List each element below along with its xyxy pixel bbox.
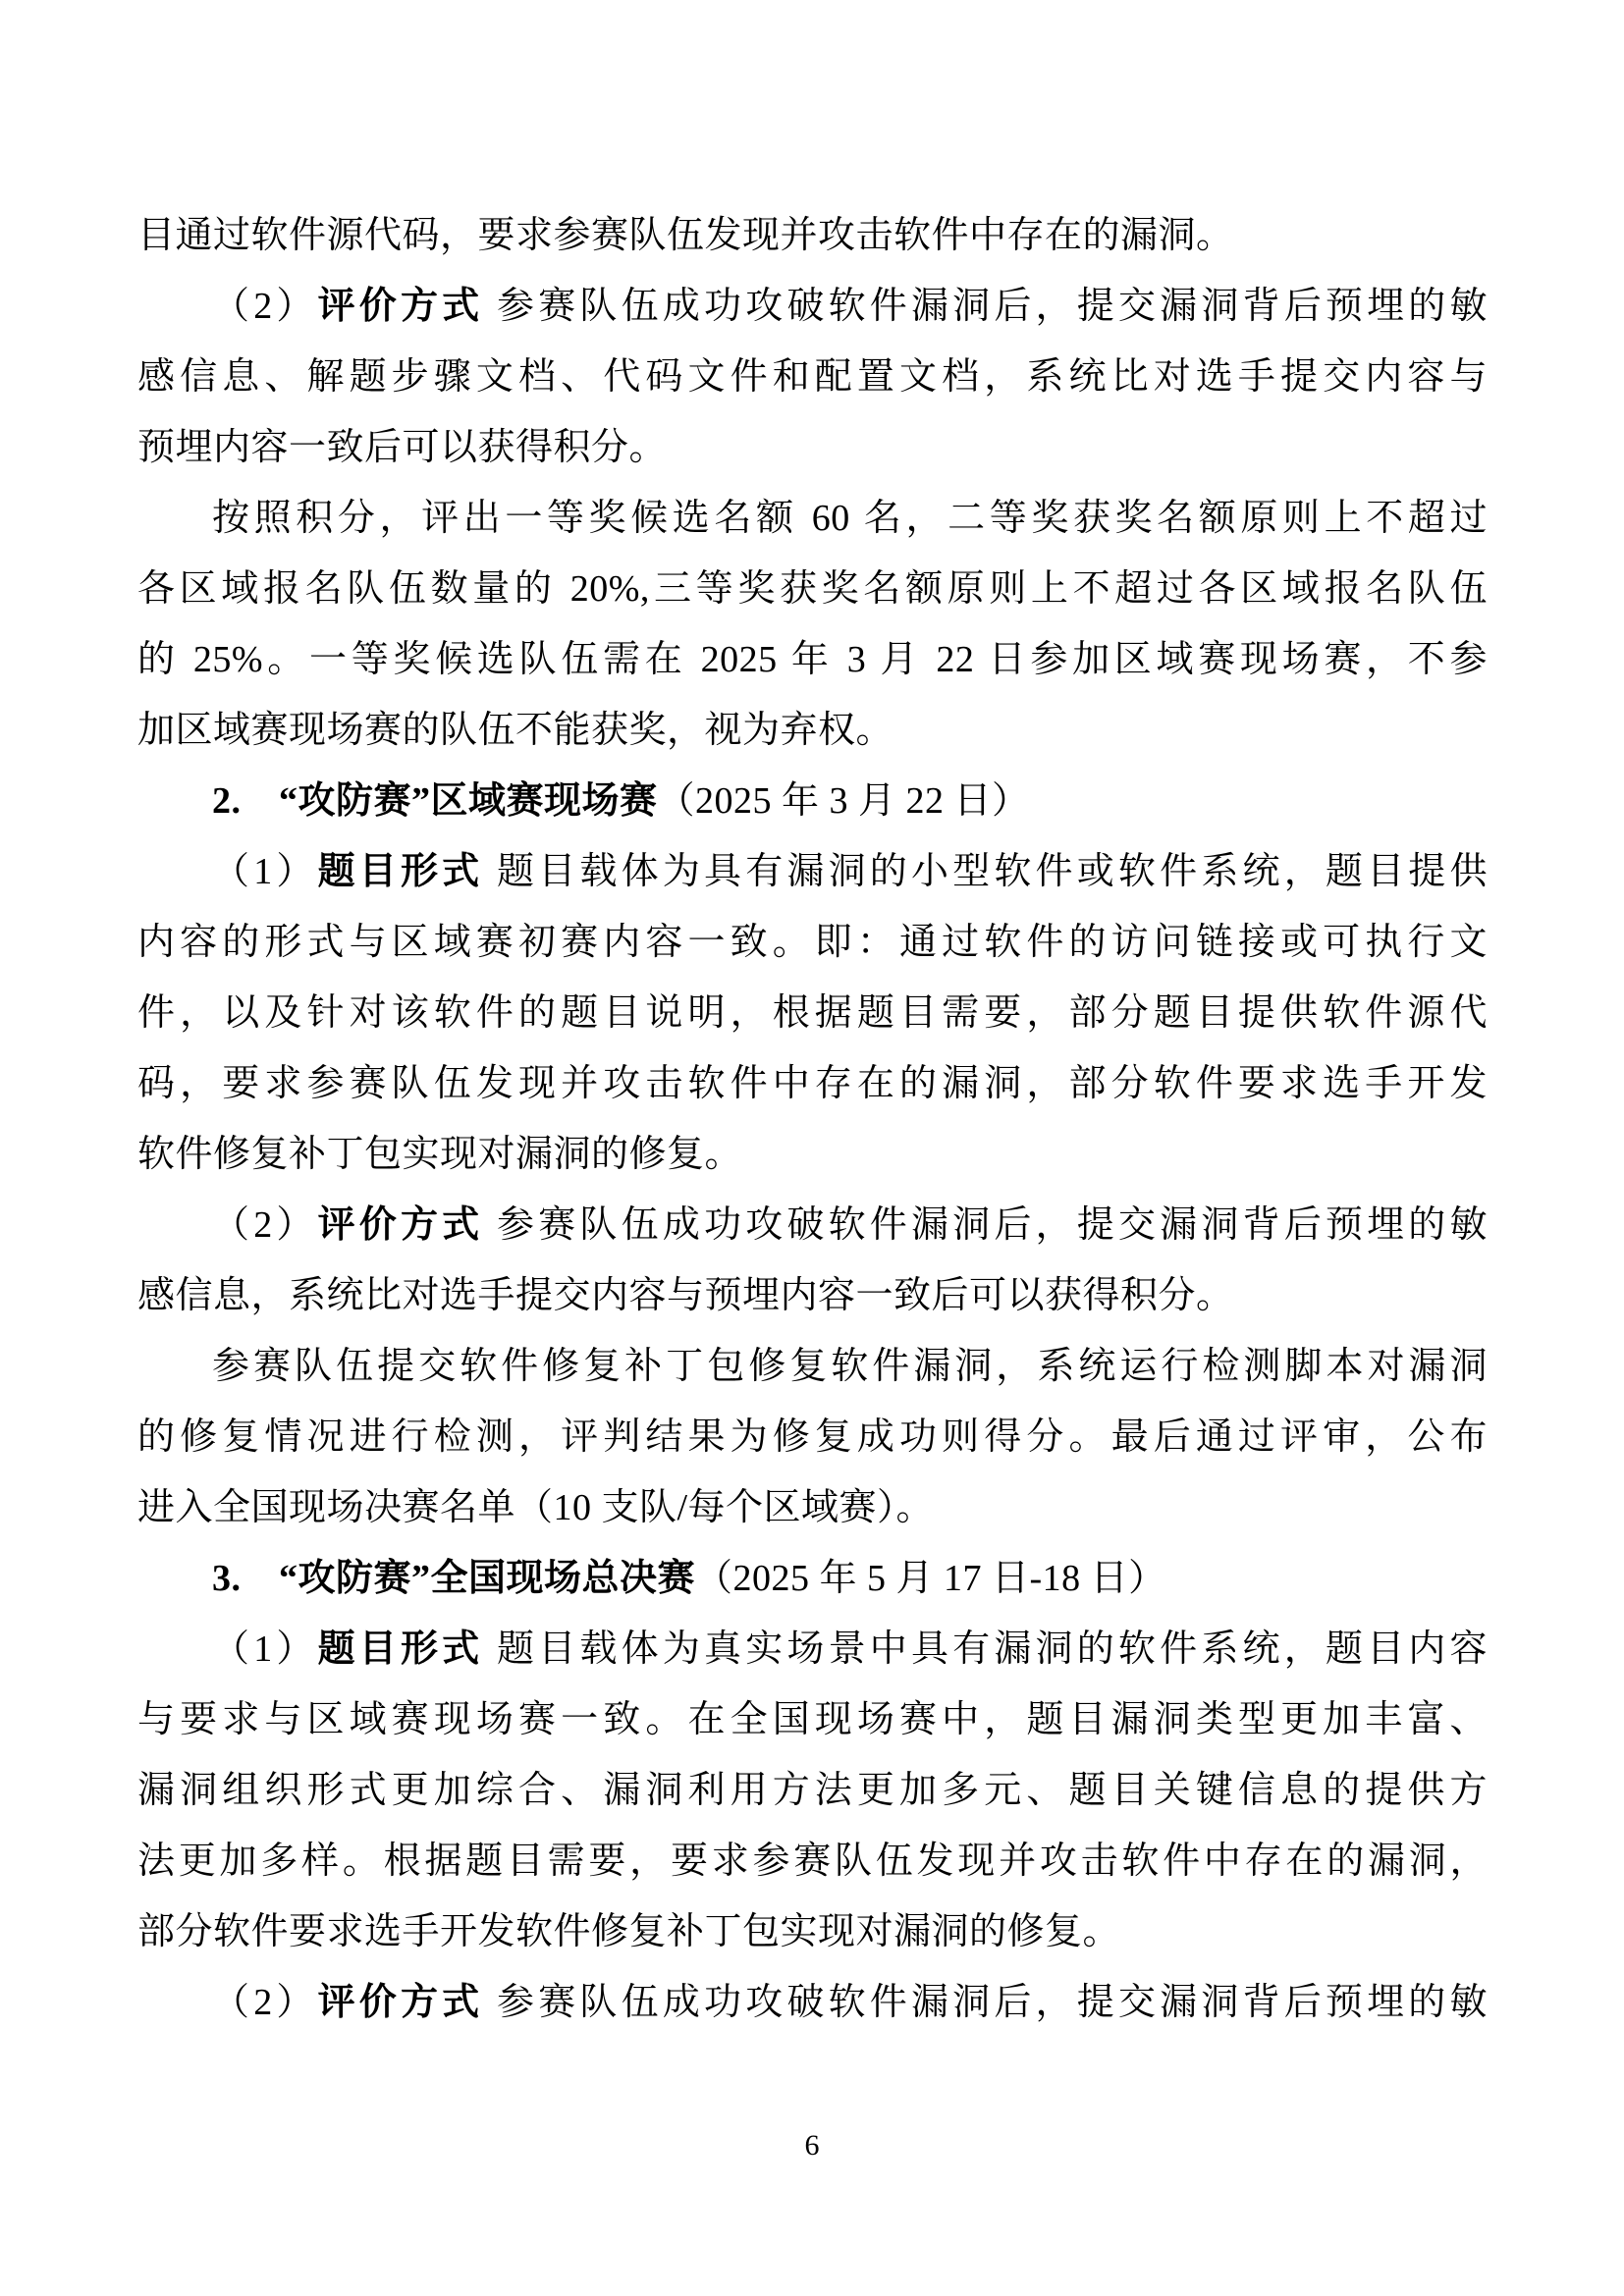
text-line <box>137 1684 1488 1755</box>
text-segment: 各区域报名队伍数量的 20%,三等奖获奖名额原则上不超过各区域报名队伍 <box>137 568 1488 610</box>
text-line <box>137 1614 1488 1684</box>
bold-text-segment: 评价方式 <box>317 1982 484 2023</box>
text-segment: 感信息，系统比对选手提交内容与预埋内容一致后可以获得积分。 <box>137 1275 1234 1316</box>
text-segment: （2） <box>212 1204 318 1246</box>
text-segment: 与要求与区域赛现场赛一致。在全国现场赛中，题目漏洞类型更加丰富、 <box>137 1699 1488 1740</box>
heading-line <box>137 1543 1488 1614</box>
text-segment: 预埋内容一致后可以获得积分。 <box>137 427 668 468</box>
text-line <box>137 1402 1488 1472</box>
text-segment: （2025 年 5 月 17 日-18 日） <box>695 1558 1166 1599</box>
text-segment: 部分软件要求选手开发软件修复补丁包实现对漏洞的修复。 <box>137 1911 1121 1952</box>
bold-text-segment: 题目形式 <box>317 851 484 892</box>
text-segment: 内容的形式与区域赛初赛内容一致。即：通过软件的访问链接或可执行文 <box>137 922 1488 963</box>
text-line <box>137 1331 1488 1402</box>
text-line <box>137 624 1488 695</box>
bold-text-segment: 2. “攻防赛”区域赛现场赛 <box>212 780 658 822</box>
text-segment: 法更加多样。根据题目需要，要求参赛队伍发现并攻击软件中存在的漏洞， <box>137 1841 1488 1882</box>
text-line <box>137 907 1488 978</box>
text-line <box>137 1755 1488 1826</box>
text-segment: 进入全国现场决赛名单（10 支队/每个区域赛）。 <box>137 1487 935 1528</box>
heading-line <box>137 766 1488 836</box>
text-line <box>137 483 1488 554</box>
text-segment: 漏洞组织形式更加综合、漏洞利用方法更加多元、题目关键信息的提供方 <box>137 1770 1488 1811</box>
text-segment: 软件修复补丁包实现对漏洞的修复。 <box>137 1134 743 1175</box>
text-segment: 感信息、解题步骤文档、代码文件和配置文档，系统比对选手提交内容与 <box>137 356 1488 398</box>
bold-text-segment: 评价方式 <box>317 286 484 327</box>
text-segment: 码，要求参赛队伍发现并攻击软件中存在的漏洞，部分软件要求选手开发 <box>137 1063 1488 1104</box>
text-segment: 按照积分，评出一等奖候选名额 60 名，二等奖获奖名额原则上不超过 <box>212 498 1488 539</box>
text-line <box>137 836 1488 907</box>
document-body <box>137 200 1488 2038</box>
text-segment: 参赛队伍成功攻破软件漏洞后，提交漏洞背后预埋的敏 <box>483 286 1488 327</box>
text-segment: 题目载体为具有漏洞的小型软件或软件系统，题目提供 <box>483 851 1488 892</box>
text-segment: 的 25%。一等奖候选队伍需在 2025 年 3 月 22 日参加区域赛现场赛，不参 <box>137 639 1488 680</box>
text-segment: （1） <box>212 851 318 892</box>
text-line <box>137 271 1488 342</box>
bold-text-segment: 评价方式 <box>317 1204 484 1246</box>
text-segment: 加区域赛现场赛的队伍不能获奖，视为弃权。 <box>137 710 894 751</box>
bold-text-segment: 3. “攻防赛”全国现场总决赛 <box>212 1558 696 1599</box>
text-line <box>137 1472 1488 1543</box>
text-segment: （2025 年 3 月 22 日） <box>657 780 1030 822</box>
text-segment: （1） <box>212 1629 318 1670</box>
text-line <box>137 412 1488 483</box>
text-segment: （2） <box>212 1982 318 2023</box>
text-line <box>137 1119 1488 1190</box>
text-segment: 目通过软件源代码，要求参赛队伍发现并攻击软件中存在的漏洞。 <box>137 215 1234 256</box>
text-segment: 参赛队伍成功攻破软件漏洞后，提交漏洞背后预埋的敏 <box>483 1982 1488 2023</box>
text-line <box>137 695 1488 766</box>
text-line <box>137 1826 1488 1896</box>
text-line <box>137 554 1488 624</box>
text-segment: （2） <box>212 286 318 327</box>
page-number: 6 <box>804 2129 820 2162</box>
text-line <box>137 1896 1488 1967</box>
text-segment: 件，以及针对该软件的题目说明，根据题目需要，部分题目提供软件源代 <box>137 992 1488 1034</box>
text-line <box>137 1190 1488 1260</box>
text-line <box>137 1048 1488 1119</box>
text-line <box>137 1260 1488 1331</box>
text-segment: 参赛队伍成功攻破软件漏洞后，提交漏洞背后预埋的敏 <box>483 1204 1488 1246</box>
text-segment: 的修复情况进行检测，评判结果为修复成功则得分。最后通过评审，公布 <box>137 1416 1488 1458</box>
text-line <box>137 978 1488 1048</box>
text-line <box>137 342 1488 412</box>
text-segment: 参赛队伍提交软件修复补丁包修复软件漏洞，系统运行检测脚本对漏洞 <box>212 1346 1488 1387</box>
text-line <box>137 1967 1488 2038</box>
text-segment: 题目载体为真实场景中具有漏洞的软件系统，题目内容 <box>483 1629 1488 1670</box>
text-line <box>137 200 1488 271</box>
bold-text-segment: 题目形式 <box>317 1629 484 1670</box>
